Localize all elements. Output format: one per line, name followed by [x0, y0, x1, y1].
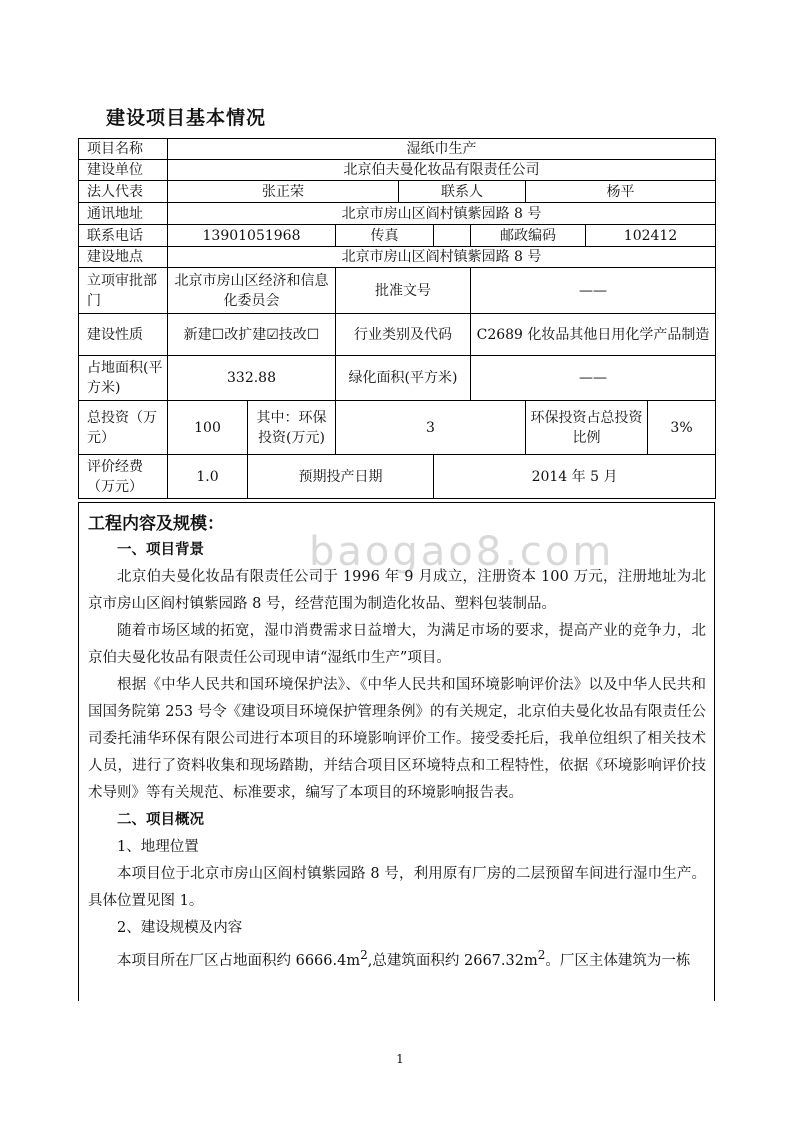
table-row — [79, 160, 716, 181]
page-number: 1 — [396, 1052, 404, 1066]
fax-value — [434, 225, 471, 247]
industry-label: 行业类别及代码 — [336, 314, 471, 356]
section-heading-overview: 二、项目概况 — [117, 812, 204, 828]
land-area-value: 332.88 — [168, 356, 336, 401]
approval-doc-label: 批准文号 — [336, 268, 471, 314]
investment-value: 100 — [168, 401, 248, 455]
land-area-label: 占地面积(平方米) — [79, 356, 168, 401]
paragraph: 本项目位于北京市房山区阎村镇紫园路 8 号，利用原有厂房的二层预留车间进行湿巾生产。具体位置见图 1。 — [88, 866, 706, 909]
subheading-location: 1、地理位置 — [117, 839, 199, 855]
nature-label: 建设性质 — [79, 314, 168, 356]
page-title: 建设项目基本情况 — [106, 107, 267, 129]
approval-dept-label: 立项审批部门 — [79, 268, 168, 314]
green-area-value: —— — [471, 356, 716, 401]
contact-label: 联系人 — [399, 181, 526, 203]
env-ratio-value: 3% — [648, 401, 716, 455]
eval-fee-value: 1.0 — [168, 455, 248, 499]
paragraph: 本项目所在厂区占地面积约 $6666.4m^2$,总建筑面积约 $2667.32m^2$。厂区主体建筑为一栋 — [117, 948, 691, 969]
location-label: 建设地点 — [79, 247, 168, 268]
fax-label: 传真 — [336, 225, 434, 247]
watermark: baogao8.com — [309, 529, 615, 575]
project-info-table — [78, 138, 716, 499]
paragraph: 根据《中华人民共和国环境保护法》、《中华人民共和国环境影响评价法》以及中华人民共和国国务院第 253 号令《建设项目环境保护管理条例》的有关规定，北京伯夫曼化妆品有限责任公司委托浦华环保有限公司进行本项目的环境影响评价工作。接受委托后，我单位组织了相关技术人员，进行了资料收集和现场踏勘，并结合项目区环境特点和工程特性，依据《环境影响评价技术导则》等有关规范、标准要求，编写了本项目的环境影响报告表。 — [88, 677, 706, 801]
table-row — [79, 356, 716, 401]
env-investment-label: 其中：环保投资(万元) — [248, 401, 336, 455]
location-value: 北京市房山区阎村镇紫园路 8 号 — [168, 247, 716, 268]
legal-rep-label: 法人代表 — [79, 181, 168, 203]
address-label: 通讯地址 — [79, 203, 168, 225]
address-value: 北京市房山区阎村镇紫园路 8 号 — [168, 203, 716, 225]
contact-value: 杨平 — [526, 181, 716, 203]
section-heading-background: 一、项目背景 — [117, 542, 204, 558]
nature-value: 新建☐改扩建☑技改☐ — [168, 314, 336, 356]
table-row — [79, 247, 716, 268]
postcode-value: 102412 — [586, 225, 716, 247]
paragraph: 北京伯夫曼化妆品有限责任公司于 1996 年 9 月成立，注册资本 100 万元，注册地址为北京市房山区阎村镇紫园路 8 号，经营范围为制造化妆品、塑料包装制品。 — [88, 569, 706, 612]
paragraph: 随着市场区域的拓宽，湿巾消费需求日益增大，为满足市场的要求，提高产业的竞争力，北京伯夫曼化妆品有限责任公司现申请“湿纸巾生产”项目。 — [88, 623, 706, 666]
eval-fee-label: 评价经费（万元） — [79, 455, 168, 499]
production-date-value: 2014 年 5 月 — [434, 455, 716, 499]
construction-unit-label: 建设单位 — [79, 160, 168, 181]
industry-value: C2689 化妆品其他日用化学产品制造 — [471, 314, 716, 356]
green-area-label: 绿化面积(平方米) — [336, 356, 471, 401]
table-row — [79, 181, 716, 203]
postcode-label: 邮政编码 — [471, 225, 586, 247]
project-name-value: 湿纸巾生产 — [168, 139, 716, 160]
investment-label: 总投资（万元） — [79, 401, 168, 455]
env-ratio-label: 环保投资占总投资比例 — [526, 401, 648, 455]
approval-doc-value: —— — [471, 268, 716, 314]
construction-unit-value: 北京伯夫曼化妆品有限责任公司 — [168, 160, 716, 181]
scope-content — [88, 537, 706, 975]
table-row — [79, 455, 716, 499]
project-scope-section — [78, 502, 715, 1001]
table-row — [79, 401, 716, 455]
table-row — [79, 268, 716, 314]
subheading-scale: 2、建设规模及内容 — [117, 920, 243, 936]
phone-label: 联系电话 — [79, 225, 168, 247]
table-row — [79, 225, 716, 247]
table-row — [79, 314, 716, 356]
approval-dept-value: 北京市房山区经济和信息化委员会 — [168, 268, 336, 314]
env-investment-value: 3 — [336, 401, 526, 455]
legal-rep-value: 张正荣 — [168, 181, 399, 203]
scope-title: 工程内容及规模： — [88, 514, 224, 534]
table-row — [79, 139, 716, 160]
production-date-label: 预期投产日期 — [248, 455, 434, 499]
phone-value: 13901051968 — [168, 225, 336, 247]
project-name-label: 项目名称 — [79, 139, 168, 160]
table-row — [79, 203, 716, 225]
